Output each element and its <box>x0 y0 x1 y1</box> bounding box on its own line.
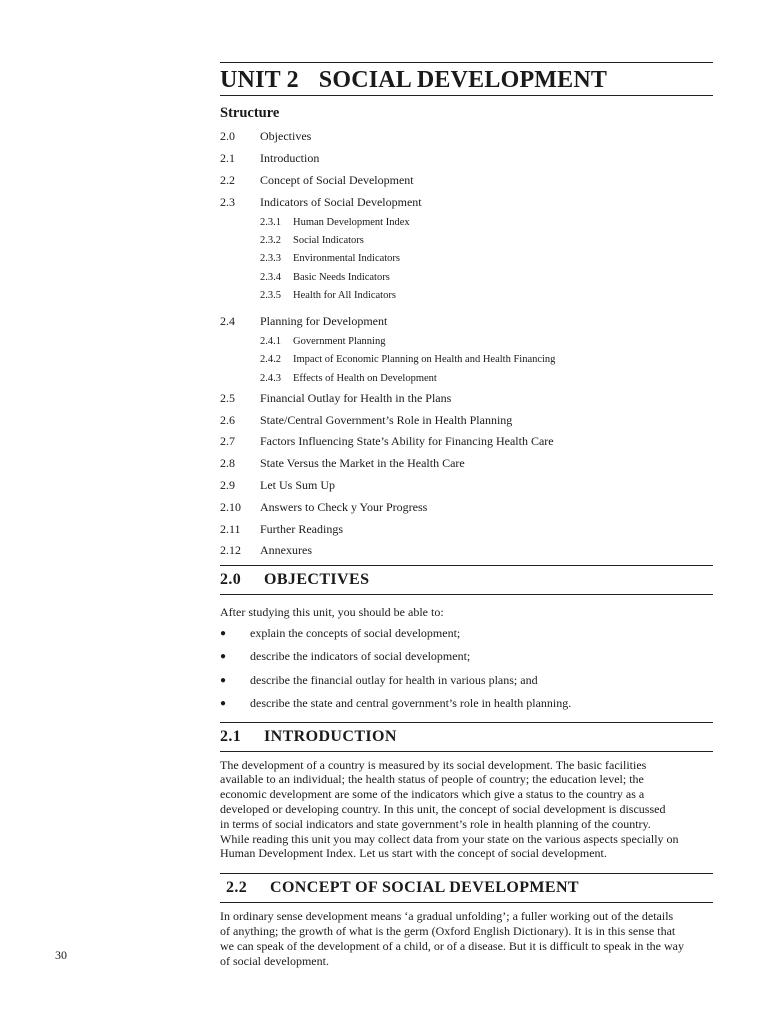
text-line: economic development are some of the indicators which give a status to the country as a <box>220 787 645 802</box>
toc-item <box>220 431 713 453</box>
toc-number: 2.6 <box>220 412 235 427</box>
toc-item <box>220 311 713 333</box>
toc-label: State/Central Government’s Role in Health Planning <box>260 412 513 427</box>
text-line: we can speak of the development of a child, or of a disease. But it is difficult to speak in the way <box>220 938 684 953</box>
text-line: of social development. <box>220 953 329 968</box>
text-line: Human Development Index. Let us start with the concept of social development. <box>220 846 607 861</box>
concept-paragraph <box>220 909 713 968</box>
list-item-text: describe the indicators of social development; <box>250 649 471 664</box>
toc-number: 2.3.3 <box>260 253 281 265</box>
bullet-icon: ● <box>220 674 227 686</box>
unit-number: UNIT 2 <box>220 67 299 93</box>
toc-label: Let Us Sum Up <box>260 477 335 492</box>
list-item-text: explain the concepts of social development; <box>250 625 461 640</box>
toc-number: 2.10 <box>220 499 241 514</box>
toc-number: 2.12 <box>220 543 241 558</box>
toc-label: Introduction <box>260 151 320 166</box>
list-item <box>220 669 713 693</box>
toc-number: 2.3.1 <box>260 216 281 228</box>
structure-heading: Structure <box>220 105 280 121</box>
section-heading-concept <box>220 873 713 903</box>
toc-number: 2.2 <box>220 172 235 187</box>
toc-label: Effects of Health on Development <box>293 372 437 384</box>
toc-number: 2.8 <box>220 456 235 471</box>
toc-item <box>220 453 713 475</box>
section-number: 2.1 <box>220 727 242 745</box>
section-number: 2.0 <box>220 570 242 588</box>
list-item <box>220 645 713 669</box>
unit-title <box>220 65 713 95</box>
section-title: CONCEPT OF SOCIAL DEVELOPMENT <box>270 879 579 897</box>
toc-subitem <box>220 213 713 231</box>
text-line: of anything; the growth of what is the germ (Oxford English Dictionary). It is in this sense that <box>220 923 676 938</box>
toc-label: Objectives <box>260 129 312 144</box>
objectives-intro: After studying this unit, you should be able to: <box>220 604 444 619</box>
toc-number: 2.4.2 <box>260 354 281 366</box>
bullet-icon: ● <box>220 651 227 663</box>
toc-label: Basic Needs Indicators <box>293 271 390 283</box>
toc-item <box>220 518 713 540</box>
list-item-text: describe the state and central government’s role in health planning. <box>250 696 572 711</box>
toc-subitem <box>220 250 713 268</box>
toc-label: Environmental Indicators <box>293 253 401 265</box>
text-line: In ordinary sense development means ‘a gradual unfolding’; a fuller working out of the details <box>220 909 674 924</box>
toc-label: Further Readings <box>260 521 343 536</box>
toc-number: 2.4.3 <box>260 372 281 384</box>
text-line: developed or developing country. In this unit, the concept of social development is discussed <box>220 801 666 816</box>
toc-subitem <box>220 351 713 369</box>
toc-number: 2.3.4 <box>260 271 281 283</box>
toc-subitem <box>220 286 713 304</box>
section-heading-objectives <box>220 565 713 595</box>
toc-item <box>220 126 713 148</box>
list-item-text: describe the financial outlay for health in various plans; and <box>250 672 538 687</box>
toc-label: Answers to Check y Your Progress <box>260 499 428 514</box>
toc-label: State Versus the Market in the Health Care <box>260 456 465 471</box>
toc-label: Indicators of Social Development <box>260 194 422 209</box>
toc-number: 2.1 <box>220 151 235 166</box>
section-heading-introduction <box>220 722 713 752</box>
toc-label: Financial Outlay for Health in the Plans <box>260 390 452 405</box>
toc-number: 2.7 <box>220 434 235 449</box>
text-line: available to an individual; the health status of people of country; the education level; the <box>220 772 644 787</box>
title-top-rule <box>220 62 713 63</box>
bullet-icon: ● <box>220 698 227 710</box>
toc-subitem <box>220 231 713 249</box>
list-item <box>220 692 713 716</box>
toc-subitem <box>220 332 713 350</box>
toc-label: Health for All Indicators <box>293 290 396 302</box>
text-line: While reading this unit you may collect data from your state on the various aspects specially on <box>220 831 679 846</box>
page-content <box>220 62 713 968</box>
section-title: INTRODUCTION <box>264 727 397 745</box>
toc-label: Planning for Development <box>260 314 388 329</box>
toc-number: 2.9 <box>220 477 235 492</box>
toc-item <box>220 409 713 431</box>
bullet-icon: ● <box>220 627 227 639</box>
toc-number: 2.3.2 <box>260 235 281 247</box>
unit-name: SOCIAL DEVELOPMENT <box>318 67 608 93</box>
section-number: 2.2 <box>226 879 248 897</box>
toc-subitem <box>220 369 713 387</box>
text-line: in terms of social indicators and state government’s role in health planning of the country. <box>220 816 651 831</box>
toc-item <box>220 148 713 170</box>
objectives-list <box>220 622 713 716</box>
toc-number: 2.4.1 <box>260 336 281 348</box>
section-title: OBJECTIVES <box>264 570 370 588</box>
page-number: 30 <box>55 948 67 962</box>
introduction-paragraph <box>220 758 713 862</box>
toc-label: Annexures <box>260 543 312 558</box>
toc-number: 2.5 <box>220 390 235 405</box>
toc-number: 2.3 <box>220 194 235 209</box>
toc-number: 2.0 <box>220 129 235 144</box>
toc-subitem <box>220 268 713 286</box>
toc-item <box>220 475 713 497</box>
toc-item <box>220 191 713 213</box>
title-bottom-rule <box>220 95 713 96</box>
table-of-contents <box>220 126 713 562</box>
toc-item <box>220 540 713 562</box>
toc-number: 2.11 <box>220 521 241 536</box>
text-line: The development of a country is measured by its social development. The basic facilities <box>220 757 647 772</box>
toc-item <box>220 387 713 409</box>
toc-number: 2.3.5 <box>260 290 281 302</box>
toc-label: Social Indicators <box>293 235 364 247</box>
list-item <box>220 622 713 646</box>
toc-label: Concept of Social Development <box>260 172 414 187</box>
toc-number: 2.4 <box>220 314 235 329</box>
toc-label: Factors Influencing State’s Ability for Financing Health Care <box>260 434 554 449</box>
toc-label: Government Planning <box>293 336 386 348</box>
toc-label: Impact of Economic Planning on Health and Health Financing <box>293 354 556 366</box>
toc-item <box>220 170 713 192</box>
toc-label: Human Development Index <box>293 216 410 228</box>
toc-item <box>220 496 713 518</box>
